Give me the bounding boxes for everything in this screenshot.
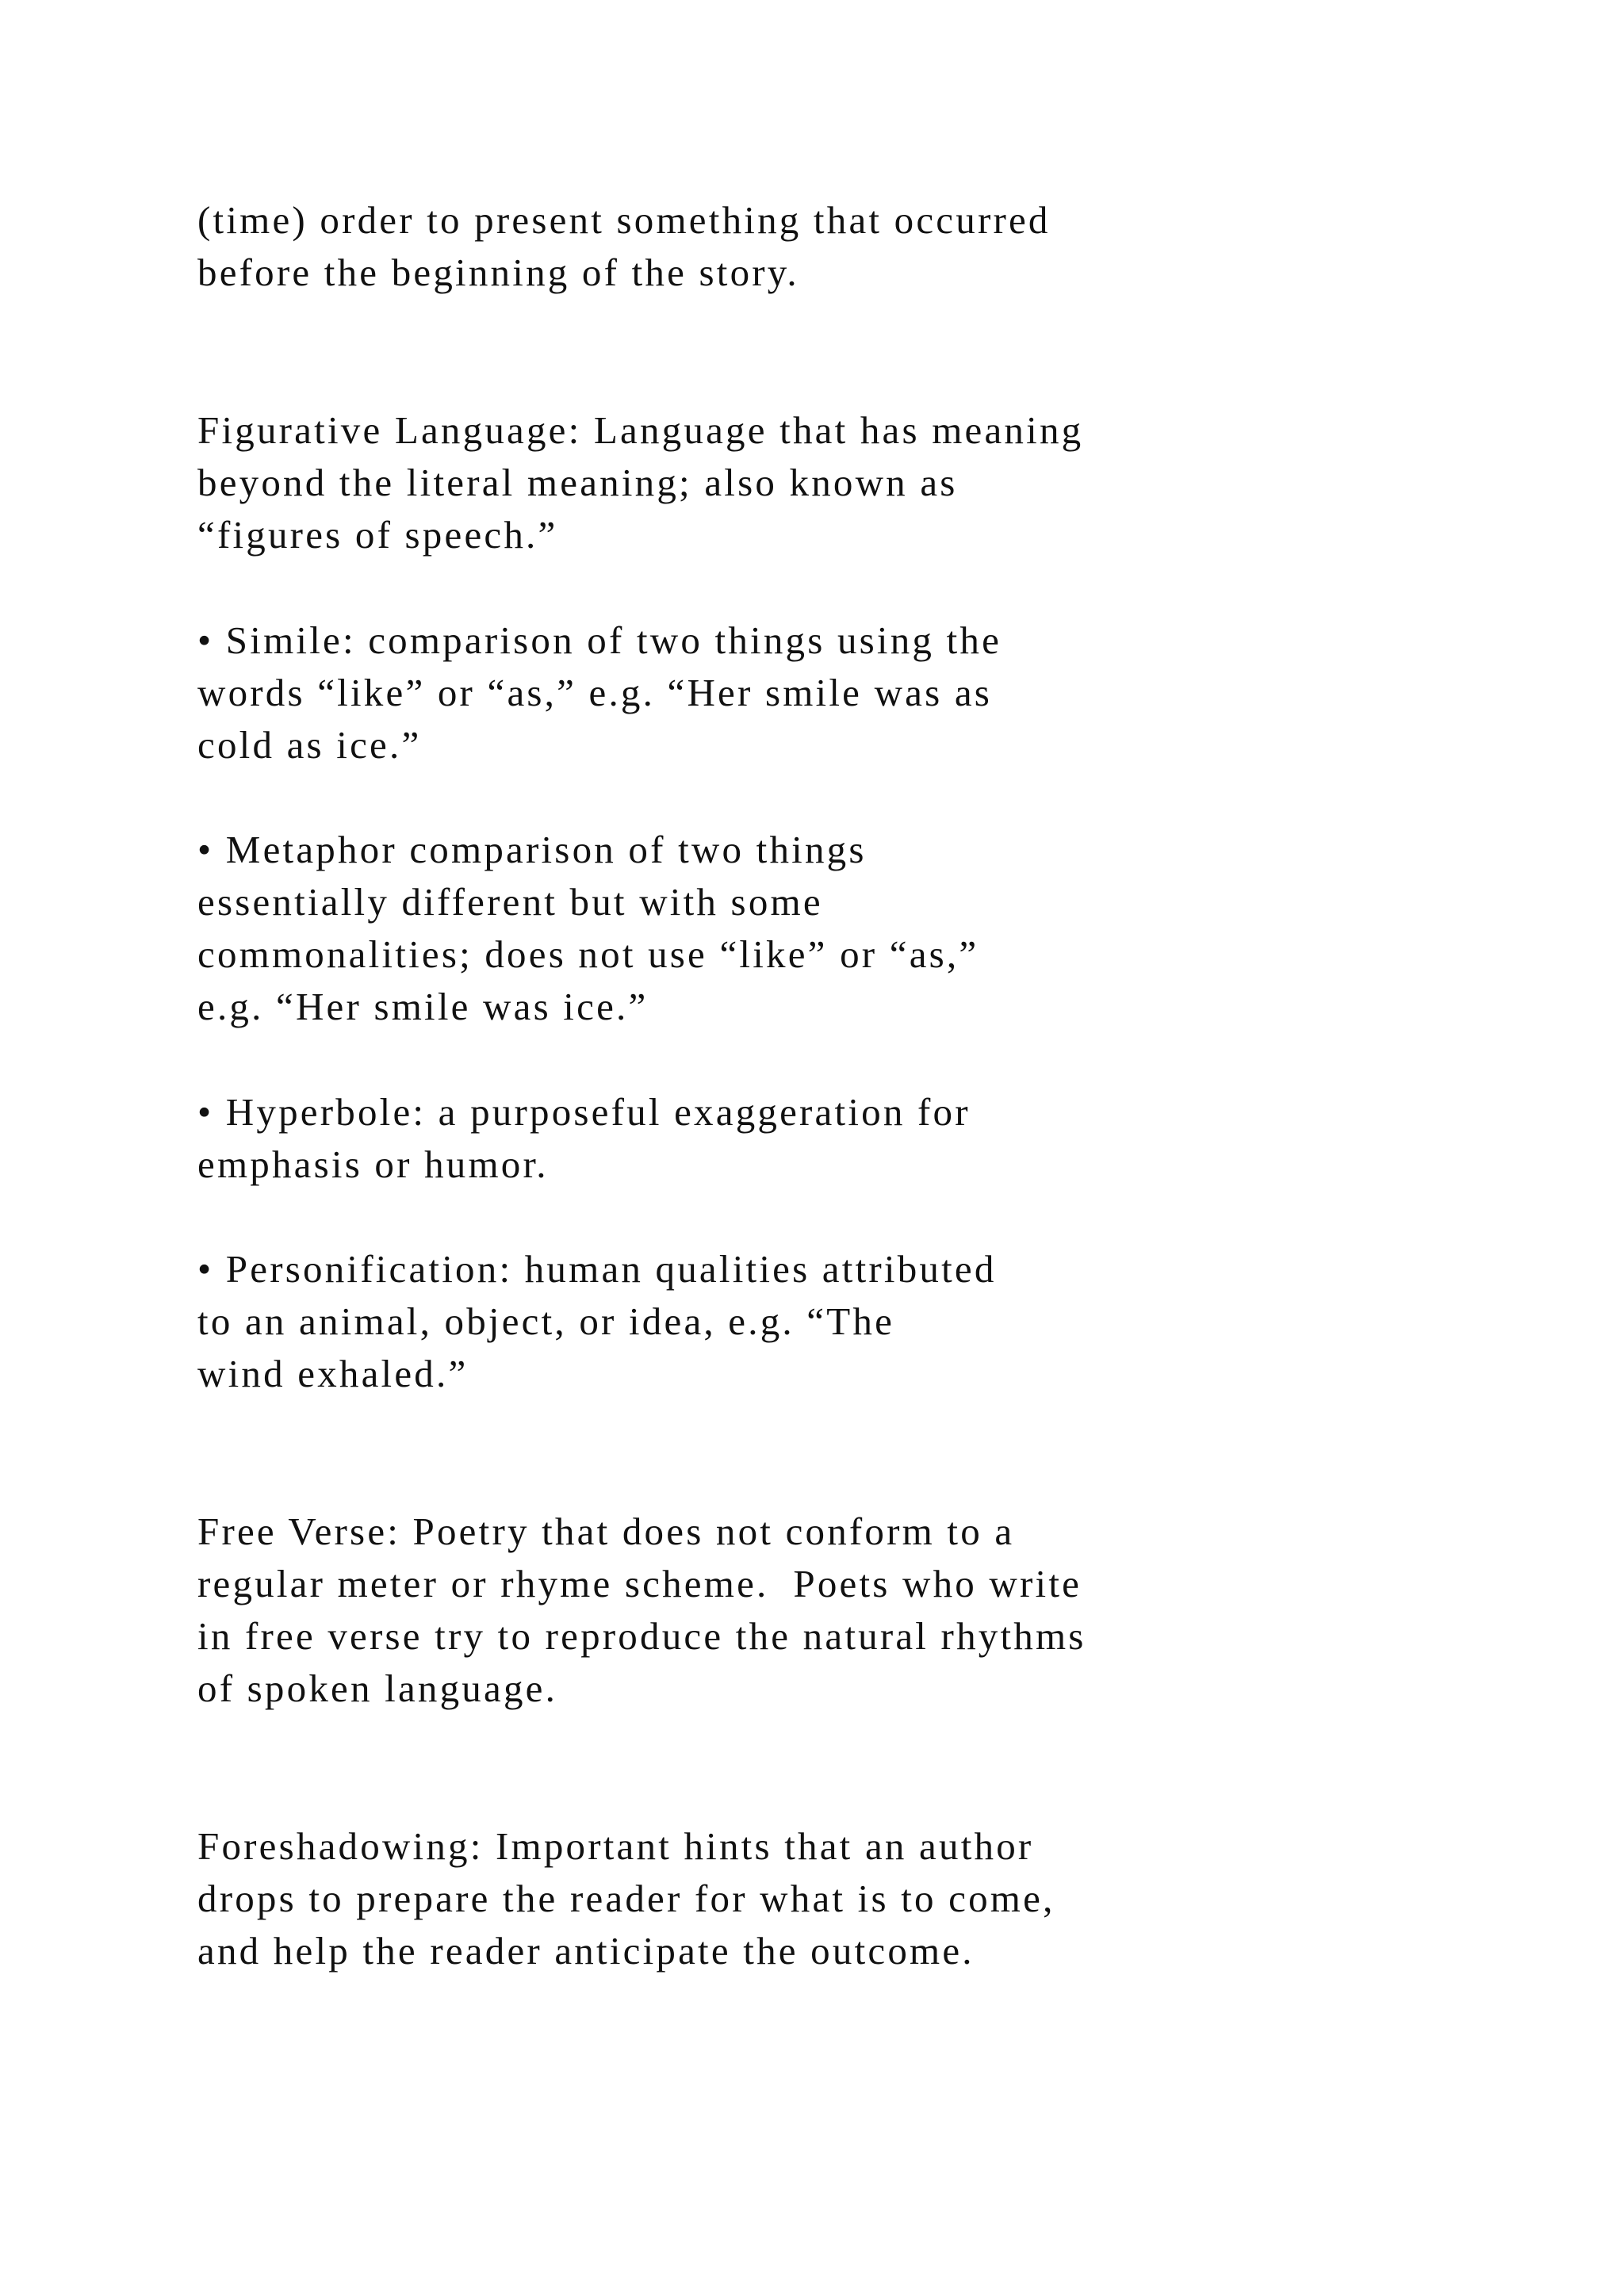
intro-line: (time) order to present something that occurred xyxy=(197,198,1051,242)
foreshadowing-line: Foreshadowing: Important hints that an author xyxy=(197,1824,1034,1868)
metaphor-line: e.g. “Her smile was ice.” xyxy=(197,985,649,1028)
foreshadowing-line: drops to prepare the reader for what is to come, xyxy=(197,1877,1055,1920)
figurative-language-line: Figurative Language: Language that has meaning xyxy=(197,408,1084,452)
personification-line: to an animal, object, or idea, e.g. “The xyxy=(197,1299,895,1343)
free-verse-line: Free Verse: Poetry that does not conform to a xyxy=(197,1510,1015,1553)
metaphor-line: • Metaphor comparison of two things xyxy=(197,828,867,871)
simile-line: words “like” or “as,” e.g. “Her smile was as xyxy=(197,671,993,714)
personification-line: wind exhaled.” xyxy=(197,1352,469,1395)
metaphor-line: essentially different but with some xyxy=(197,880,823,924)
simile-line: • Simile: comparison of two things using the xyxy=(197,618,1002,662)
personification-line: • Personification: human qualities attributed xyxy=(197,1247,997,1291)
hyperbole-line: emphasis or humor. xyxy=(197,1142,549,1186)
free-verse-line: of spoken language. xyxy=(197,1667,558,1710)
figurative-language-line: beyond the literal meaning; also known as xyxy=(197,461,958,504)
intro-line: before the beginning of the story. xyxy=(197,251,799,294)
free-verse-line: regular meter or rhyme scheme. Poets who write xyxy=(197,1562,1082,1605)
hyperbole-line: • Hyperbole: a purposeful exaggeration for xyxy=(197,1090,971,1134)
figurative-language-line: “figures of speech.” xyxy=(197,513,558,557)
simile-line: cold as ice.” xyxy=(197,723,422,767)
metaphor-line: commonalities; does not use “like” or “as,” xyxy=(197,932,979,976)
free-verse-line: in free verse try to reproduce the natural rhythms xyxy=(197,1614,1086,1658)
foreshadowing-line: and help the reader anticipate the outcome. xyxy=(197,1929,975,1973)
